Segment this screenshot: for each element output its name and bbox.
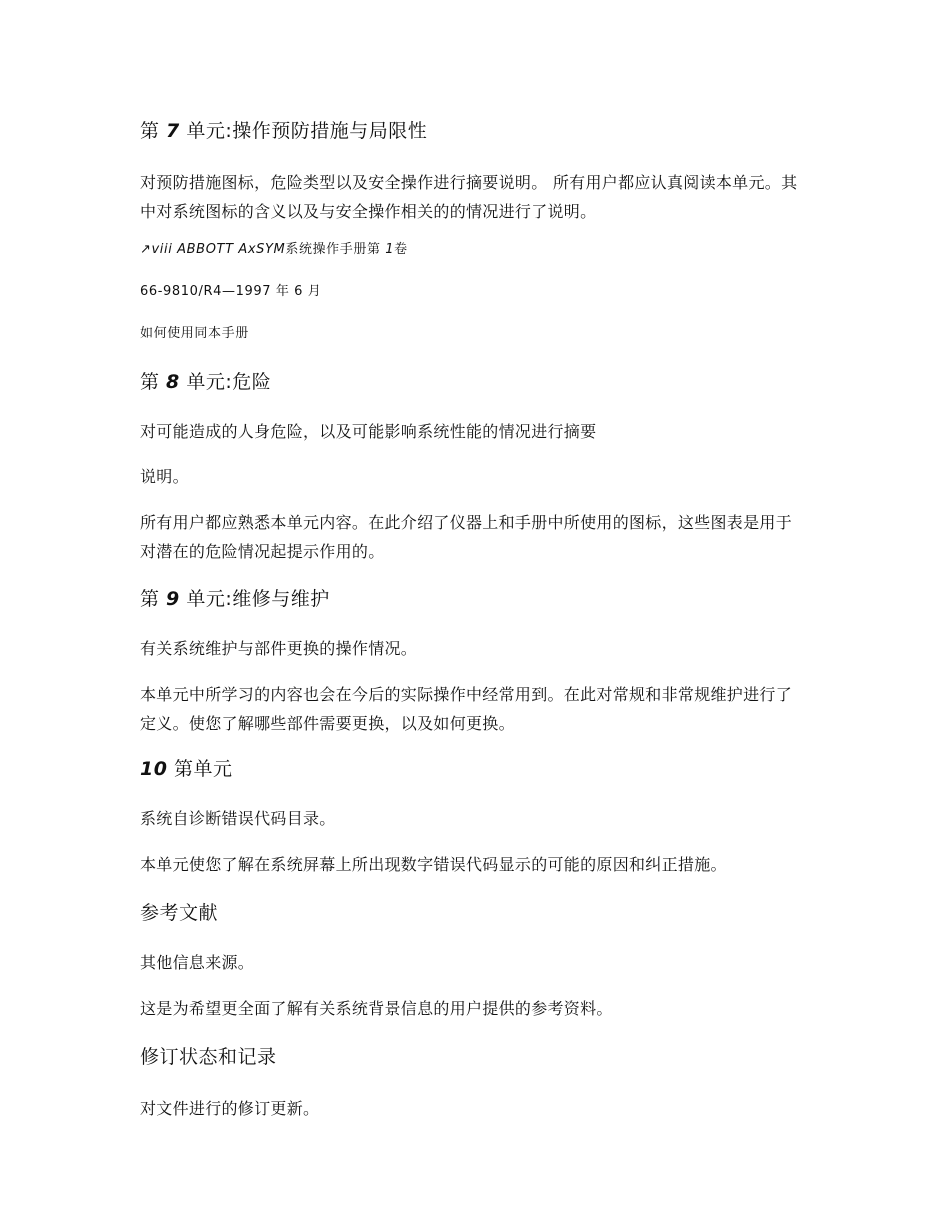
section-9-detail: 本单元中所学习的内容也会在今后的实际操作中经常用到。在此对常规和非常规维护进行了定义。使您了解哪些部件需要更换，以及如何更换。 xyxy=(140,685,793,733)
section-8-description-cont: 说明。 xyxy=(140,467,189,486)
section-8-description: 对可能造成的人身危险，以及可能影响系统性能的情况进行摘要 xyxy=(140,422,597,441)
revision-description: 对文件进行的修订更新。 xyxy=(140,1099,320,1118)
section-9-description: 有关系统维护与部件更换的操作情况。 xyxy=(140,639,418,658)
section-10-heading: 10 第单元 xyxy=(140,758,233,780)
references-detail: 这是为希望更全面了解有关系统背景信息的用户提供的参考资料。 xyxy=(140,999,613,1018)
page-footer-docnum: 66-9810/R4—1997 年 6 月 xyxy=(140,284,322,299)
footer-mark: ↗ xyxy=(140,242,152,257)
section-9-heading: 第 9 单元:维修与维护 xyxy=(140,588,330,610)
references-heading: 参考文献 xyxy=(140,902,219,924)
section-10-description: 系统自诊断错误代码目录。 xyxy=(140,809,336,828)
page-footer-manual: ↗viii ABBOTT AxSYM系统操作手册第 1卷 xyxy=(140,242,408,257)
section-8-detail: 所有用户都应熟悉本单元内容。在此介绍了仪器上和手册中所使用的图标，这些图表是用于对潜在的危险情况起提示作用的。 xyxy=(140,513,793,561)
page-footer-section: 如何使用同本手册 xyxy=(140,326,249,341)
section-7-description: 对预防措施图标，危险类型以及安全操作进行摘要说明。 所有用户都应认真阅读本单元。其中对系统图标的含义以及与安全操作相关的的情况进行了说明。 xyxy=(140,173,798,221)
references-description: 其他信息来源。 xyxy=(140,953,255,972)
section-8-heading: 第 8 单元:危险 xyxy=(140,371,272,393)
section-7-heading: 第 7 单元:操作预防措施与局限性 xyxy=(140,120,428,142)
section-10-detail: 本单元使您了解在系统屏幕上所出现数字错误代码显示的可能的原因和纠正措施。 xyxy=(140,855,727,874)
revision-heading: 修订状态和记录 xyxy=(140,1046,277,1068)
